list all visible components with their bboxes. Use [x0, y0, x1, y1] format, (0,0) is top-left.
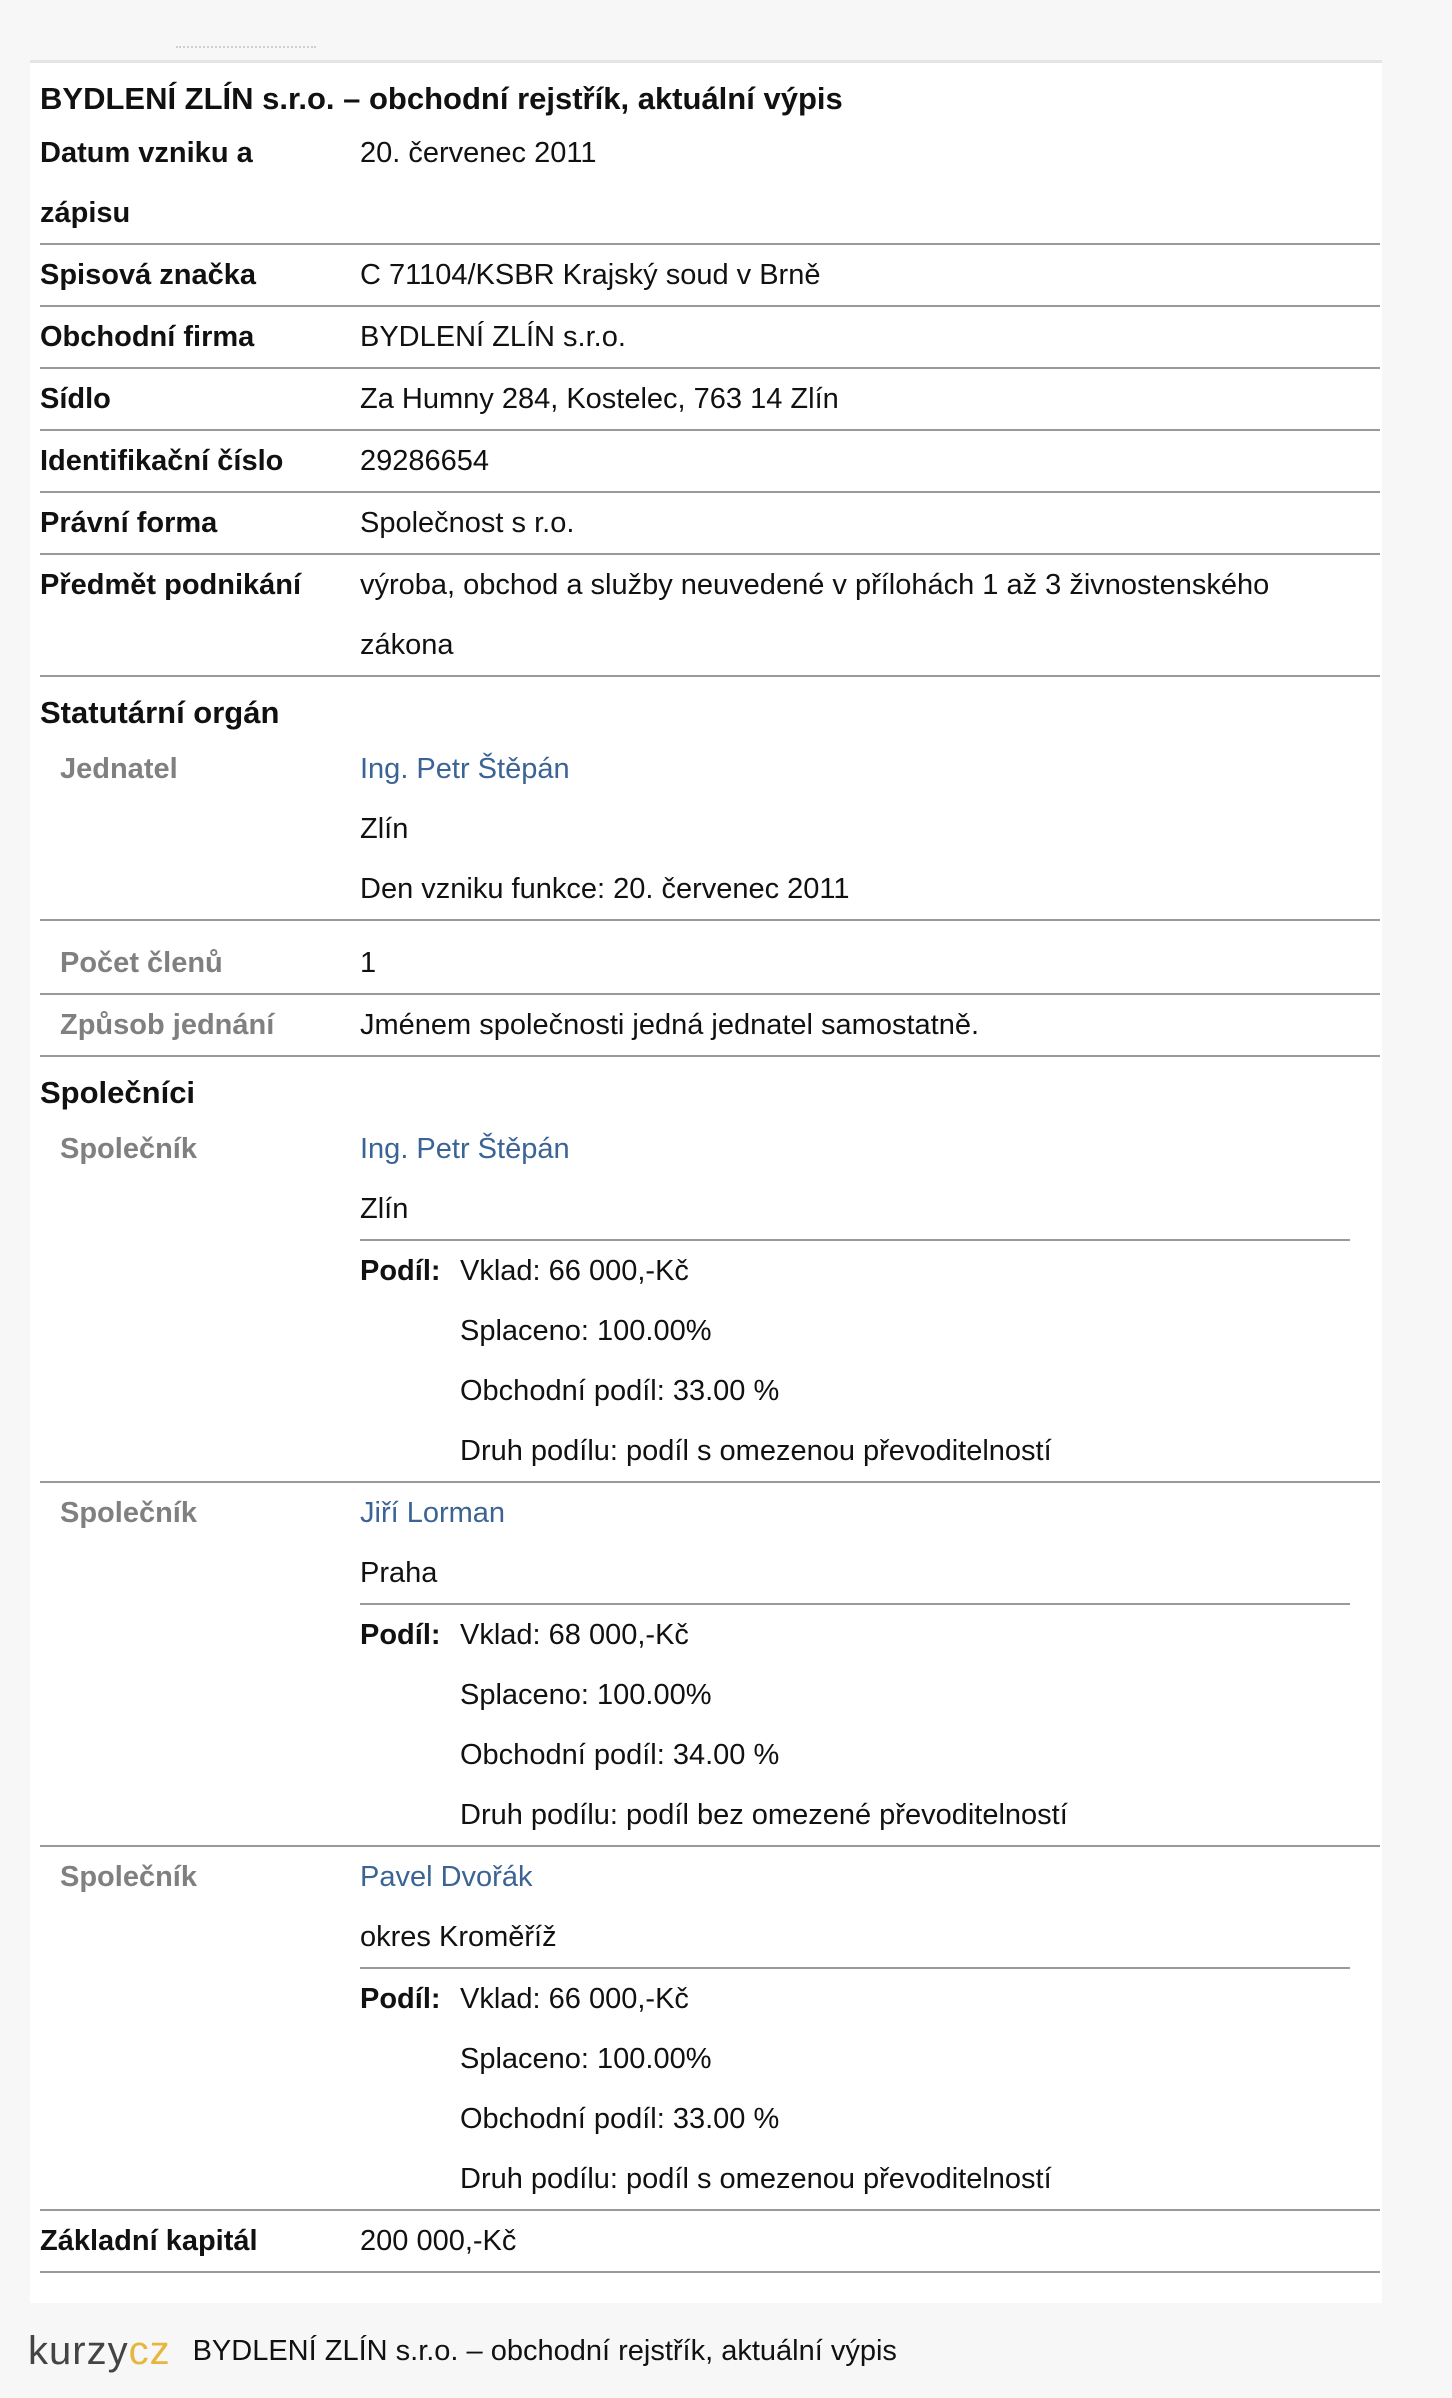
page-title: BYDLENÍ ZLÍN s.r.o. – obchodní rejstřík, aktuální výpis [40, 81, 843, 116]
row-obchodni-firma [40, 307, 1380, 369]
share-details: Vklad: 66 000,-Kč Splaceno: 100.00% Obchodní podíl: 33.00 % Druh podílu: podíl s omezenou převoditelností [460, 1255, 1052, 1467]
section-heading-statutarni-organ: Statutární orgán [40, 695, 280, 730]
share-block [360, 1605, 1380, 1845]
row-value: C 71104/KSBR Krajský soud v Brně [360, 259, 821, 291]
person-city: Zlín [360, 1193, 409, 1225]
row-pocet-clenu [40, 933, 1380, 995]
person-link[interactable]: Pavel Dvořák [360, 1861, 533, 1893]
partner-row [40, 1483, 1380, 1847]
extract-table [40, 123, 1380, 2273]
row-value: výroba, obchod a služby neuvedené v přílohách 1 až 3 živnostenského zákona [360, 569, 1270, 661]
person-link[interactable]: Ing. Petr Štěpán [360, 753, 570, 785]
row-pravni-forma [40, 493, 1380, 555]
row-identifikacni-cislo [40, 431, 1380, 493]
row-label: Sídlo [40, 383, 111, 415]
row-value: BYDLENÍ ZLÍN s.r.o. [360, 321, 626, 353]
row-sidlo [40, 369, 1380, 431]
row-value [360, 1483, 1380, 1603]
person-link[interactable]: Jiří Lorman [360, 1497, 506, 1529]
extract-page [30, 60, 1382, 2303]
row-value: 29286654 [360, 445, 490, 477]
partner-row [40, 1847, 1380, 2211]
row-label: Základní kapitál [40, 2225, 258, 2257]
person-city: Zlín [360, 813, 409, 845]
row-value [360, 1119, 1380, 1239]
function-since: Den vzniku funkce: 20. červenec 2011 [360, 873, 850, 905]
row-value: 200 000,-Kč [360, 2225, 517, 2257]
row-label: Počet členů [60, 947, 223, 979]
row-label: Právní forma [40, 507, 218, 539]
row-value: Společnost s r.o. [360, 507, 575, 539]
row-label: Předmět podnikání [40, 569, 302, 601]
share-block [360, 1969, 1380, 2209]
row-value: Za Humny 284, Kostelec, 763 14 Zlín [360, 383, 839, 415]
row-label: Způsob jednání [60, 1009, 275, 1041]
share-block [360, 1241, 1380, 1481]
row-label: Datum vzniku a zápisu [40, 137, 253, 229]
row-value: 1 [360, 947, 377, 979]
share-details: Vklad: 68 000,-Kč Splaceno: 100.00% Obchodní podíl: 34.00 % Druh podílu: podíl bez omezené převoditelností [460, 1619, 1068, 1831]
row-label: Obchodní firma [40, 321, 255, 353]
partner-row [40, 1119, 1380, 1483]
footer [28, 2326, 897, 2376]
row-zakladni-kapital [40, 2211, 1380, 2273]
row-label: Společník [60, 1861, 197, 1893]
row-datum-vzniku [40, 123, 1380, 245]
row-value: Jménem společnosti jedná jednatel samostatně. [360, 1009, 980, 1041]
top-fragment [176, 46, 316, 56]
share-label: Podíl: [360, 1983, 441, 2015]
row-label: Společník [60, 1133, 197, 1165]
row-spisova-znacka [40, 245, 1380, 307]
person-city: Praha [360, 1557, 438, 1589]
row-value [360, 1847, 1380, 1967]
row-label: Společník [60, 1497, 197, 1529]
row-label: Jednatel [60, 753, 178, 785]
row-label: Spisová značka [40, 259, 256, 291]
person-link[interactable]: Ing. Petr Štěpán [360, 1133, 570, 1165]
share-details: Vklad: 66 000,-Kč Splaceno: 100.00% Obchodní podíl: 33.00 % Druh podílu: podíl s omezenou převoditelností [460, 1983, 1052, 2195]
footer-title: BYDLENÍ ZLÍN s.r.o. – obchodní rejstřík, aktuální výpis [192, 2335, 897, 2367]
share-label: Podíl: [360, 1255, 441, 1287]
row-value: 20. červenec 2011 [360, 137, 597, 169]
row-jednatel [40, 739, 1380, 921]
row-predmet-podnikani [40, 555, 1380, 677]
row-label: Identifikační číslo [40, 445, 284, 477]
share-label: Podíl: [360, 1619, 441, 1651]
section-heading-spolecnici: Společníci [40, 1075, 196, 1110]
row-value [360, 739, 1380, 919]
row-zpusob-jednani [40, 995, 1380, 1057]
kurzy-logo[interactable]: kurzycz [28, 2329, 171, 2373]
person-city: okres Kroměříž [360, 1921, 557, 1953]
